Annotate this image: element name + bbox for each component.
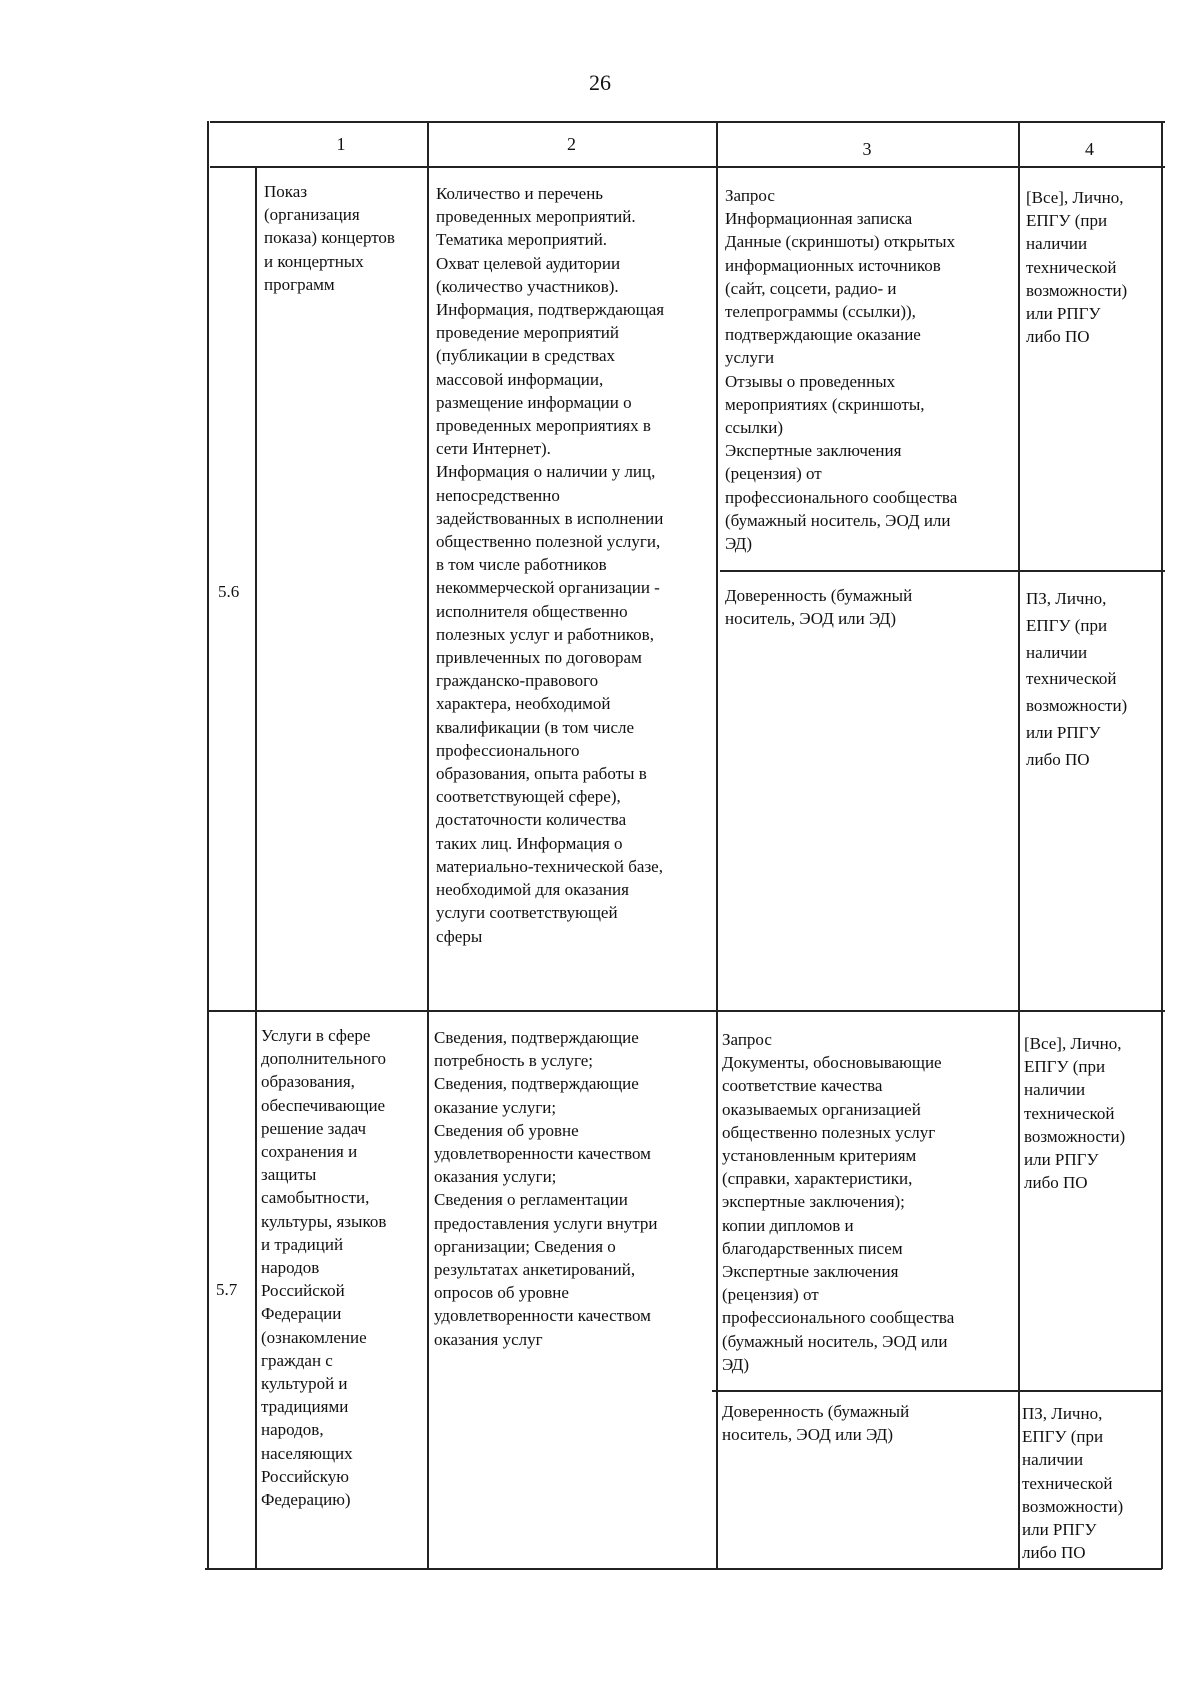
col-num-service-divider bbox=[255, 166, 257, 1569]
row-number: 5.7 bbox=[216, 1280, 238, 1299]
power-of-attorney-document: Доверенность (бумажный носитель, ЭОД или ЭД) bbox=[725, 586, 913, 629]
required-information: Количество и перечень проведенных мероприятий. Тематика мероприятий. Охват целевой аудитории (количество участников). Информация, подтверждающая проведение мероприятий (публикации в средствах массовой информации, размещение информации о проведенных мероприятиях в сети Интернет). Информация о наличии у лиц, непосредственно задействованных в исполнении общественно полезной услуги, в том числе работников некоммерческой организации - исполнителя общественно полезных услуг и работников, привлеченных по договорам гражданско-правового характера, необходимой квалификации (в том числе профессионального образования, опыта работы в соответствующей сфере), достаточности количества таких лиц. Информация о материально-технической базе, необходимой для оказания услуги соответствующей сферы bbox=[436, 184, 665, 946]
row-divider bbox=[207, 1010, 1165, 1012]
header-col-2: 2 bbox=[567, 134, 576, 154]
table-top-border bbox=[210, 121, 1165, 123]
header-bottom-border bbox=[210, 166, 1165, 168]
service-name: Показ (организация показа) концертов и концертных программ bbox=[264, 182, 395, 294]
supporting-documents: Запрос Информационная записка Данные (скриншоты) открытых информационных источников (сайт, соцсети, радио- и телепрограммы (ссылки)), подтверждающие оказание услуги Отзывы о проведенных мероприятиях (скриншоты, ссылки) Экспертные заключения (рецензия) от профессионального сообщества (бумажный носитель, ЭОД или ЭД) bbox=[725, 186, 958, 554]
submission-channels: [Все], Лично, ЕПГУ (при наличии технической возможности) или РПГУ либо ПО bbox=[1026, 188, 1128, 347]
submission-channels: [Все], Лично, ЕПГУ (при наличии технической возможности) или РПГУ либо ПО bbox=[1024, 1034, 1126, 1193]
row-number: 5.6 bbox=[218, 582, 240, 601]
service-name: Услуги в сфере дополнительного образования, обеспечивающие решение задач сохранения и защиты самобытности, культуры, языков и традиций народов Российской Федерации (ознакомление граждан с культурой и традициями народов, населяющих Российскую Федерацию) bbox=[261, 1026, 387, 1510]
supporting-documents: Запрос Документы, обосновывающие соответствие качества оказываемых организацией общественно полезных услуг установленным критериям (справки, характеристики, экспертные заключения); копии дипломов и благодарственных писем Экспертные заключения (рецензия) от профессионального сообщества (бумажный носитель, ЭОД или ЭД) bbox=[722, 1030, 955, 1374]
col-1-2-divider bbox=[427, 121, 429, 1569]
col-3-4-divider bbox=[1018, 121, 1020, 1569]
row-56-split-line bbox=[720, 570, 1165, 572]
page-number: 26 bbox=[589, 70, 611, 95]
header-col-1: 1 bbox=[336, 134, 346, 154]
header-col-4: 4 bbox=[1085, 139, 1094, 159]
required-information: Сведения, подтверждающие потребность в услуге; Сведения, подтверждающие оказание услуги; Сведения об уровне удовлетворенности качеством оказания услуги; Сведения о регламентации предоставления услуги внутри организации; Сведения о результатах анкетирований, опросов об уровне удовлетворенности качеством оказания услуг bbox=[434, 1028, 658, 1349]
submission-channels: ПЗ, Лично, ЕПГУ (при наличии технической возможности) или РПГУ либо ПО bbox=[1022, 1404, 1124, 1563]
table-left-border bbox=[207, 121, 209, 1569]
table-right-border bbox=[1161, 121, 1163, 1569]
power-of-attorney-document: Доверенность (бумажный носитель, ЭОД или ЭД) bbox=[722, 1402, 910, 1445]
header-col-3: 3 bbox=[862, 139, 872, 159]
submission-channels: ПЗ, Лично, ЕПГУ (при наличии технической возможности) или РПГУ либо ПО bbox=[1026, 589, 1128, 769]
row-57-split-line bbox=[712, 1390, 1162, 1392]
